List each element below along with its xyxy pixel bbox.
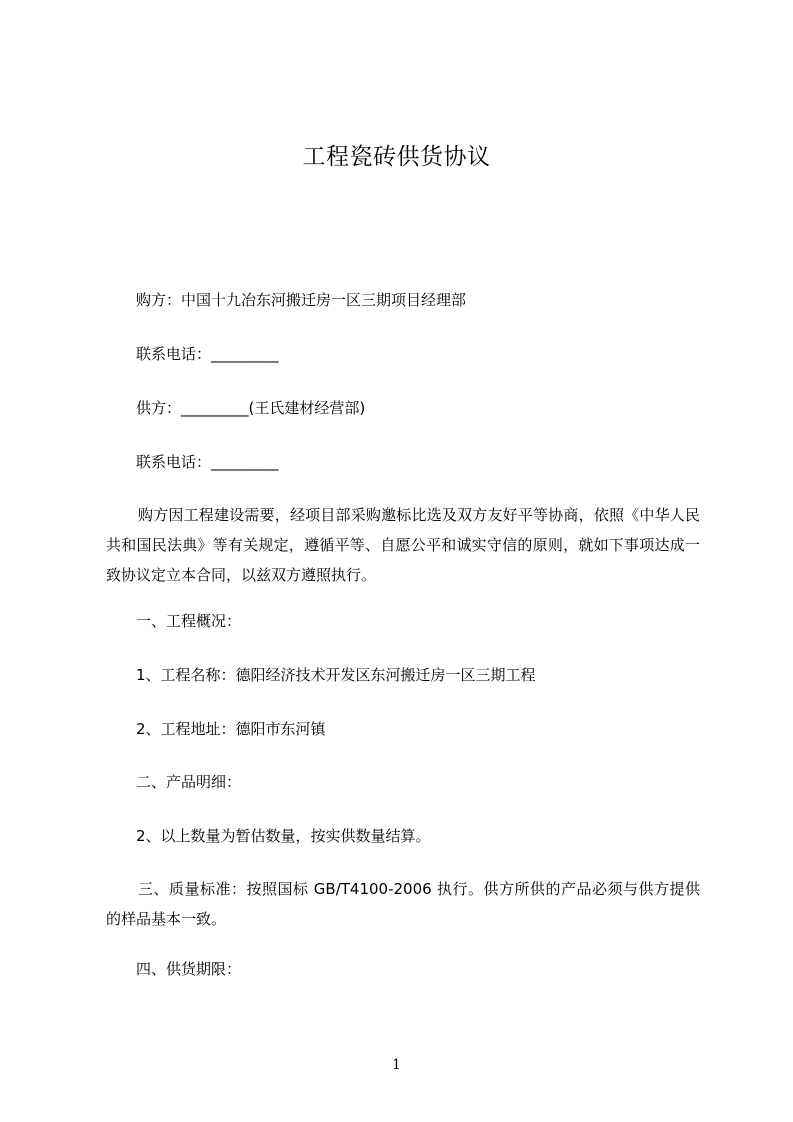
section-4-heading: 四、供货期限： — [136, 960, 242, 978]
intro-paragraph: 购方因工程建设需要，经项目部采购邀标比选及双方友好平等协商，依照《中华人民共和国民法典》等有关规定，遵循平等、自愿公平和诚实守信的原则，就如下事项达成一致协议定立本合同，以兹双方遵照执行。 — [106, 506, 700, 584]
supplier-line: 供方：_________(王氏建材经营部) — [136, 399, 366, 417]
section-2-heading: 二、产品明细： — [136, 773, 242, 791]
buyer-phone-line: 联系电话：_________ — [136, 345, 279, 363]
supplier-phone-line: 联系电话：_________ — [136, 453, 279, 471]
project-name-line: 1、工程名称：德阳经济技术开发区东河搬迁房一区三期工程 — [136, 666, 536, 684]
page-number: 1 — [392, 1057, 401, 1073]
section-1-heading: 一、工程概况： — [136, 612, 242, 630]
quality-standard-paragraph: 三、质量标准：按照国标 GB/T4100-2006 执行。供方所供的产品必须与供方提供的样品基本一致。 — [106, 880, 700, 928]
buyer-line: 购方：中国十九冶东河搬迁房一区三期项目经理部 — [136, 291, 467, 309]
quantity-note-line: 2、以上数量为暂估数量，按实供数量结算。 — [136, 827, 431, 845]
document-title: 工程瓷砖供货协议 — [302, 144, 491, 170]
project-address-line: 2、工程地址：德阳市东河镇 — [136, 720, 326, 738]
